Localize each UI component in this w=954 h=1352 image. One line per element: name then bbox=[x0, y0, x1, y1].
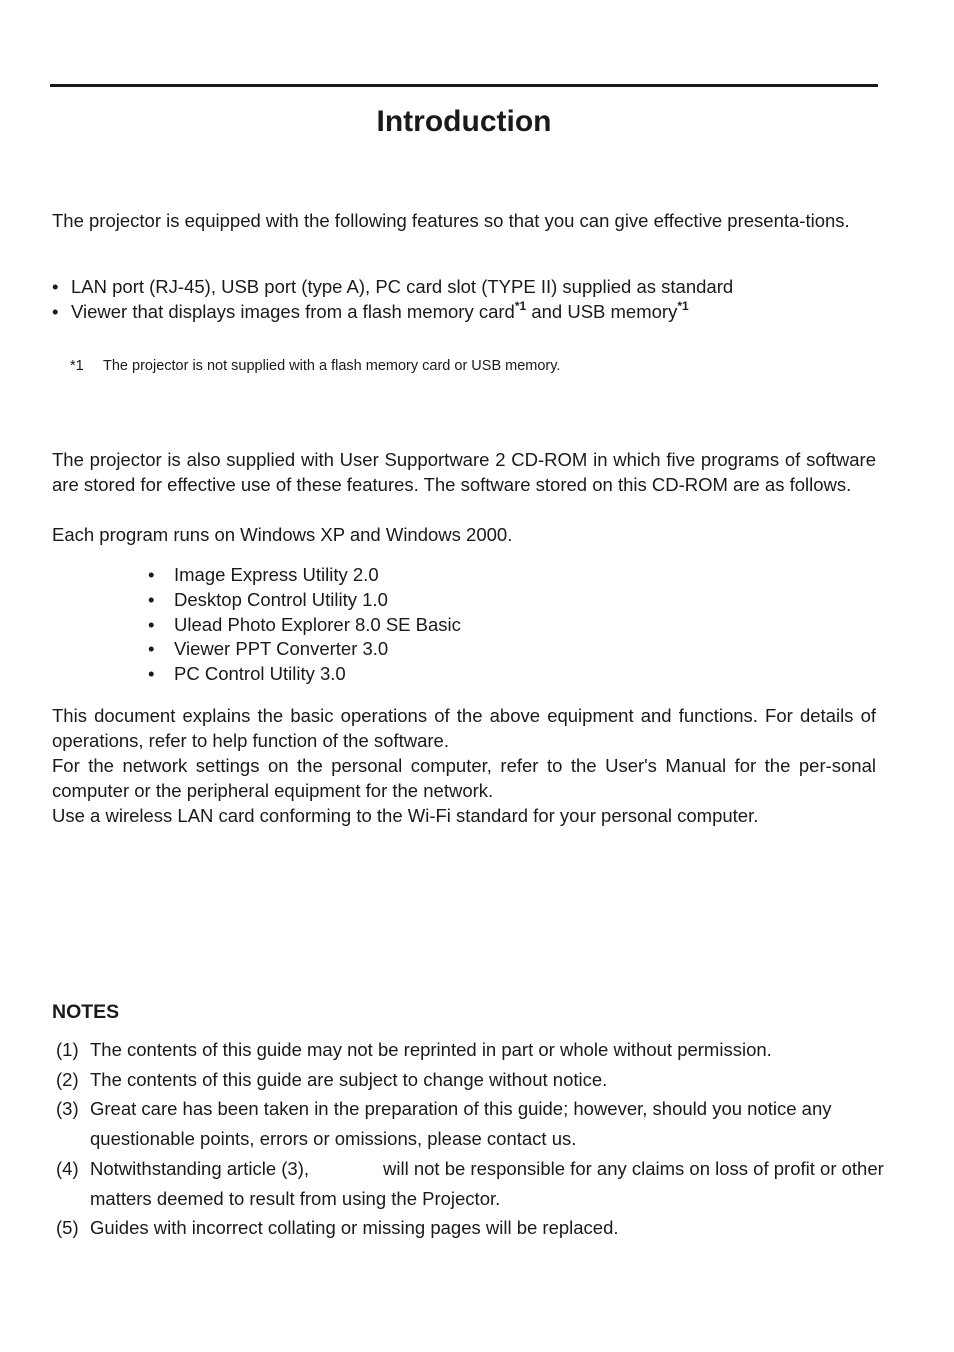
intro-paragraph: The projector is equipped with the following features so that you can give effective presenta-tions. bbox=[52, 210, 850, 231]
notes-heading: NOTES bbox=[52, 1001, 120, 1023]
list-item bbox=[52, 299, 882, 324]
list-item bbox=[148, 613, 461, 638]
list-item bbox=[52, 274, 882, 299]
note-number: (2) bbox=[56, 1068, 79, 1090]
wireless-paragraph: Use a wireless LAN card conforming to the Wi-Fi standard for your personal computer. bbox=[52, 805, 759, 826]
note-item bbox=[56, 1035, 906, 1065]
feature-text: and USB memory bbox=[526, 301, 678, 322]
note-item bbox=[56, 1094, 906, 1153]
note-number: (1) bbox=[56, 1039, 79, 1060]
header-rule bbox=[50, 84, 878, 87]
notes-list bbox=[56, 1035, 906, 1243]
note-item bbox=[56, 1065, 906, 1095]
network-paragraph: For the network settings on the personal computer, refer to the User's Manual for the per-sonal computer or the peripheral equipment for the network. bbox=[52, 755, 876, 801]
feature-text: LAN port (RJ-45), USB port (type A), PC card slot (TYPE II) supplied as standard bbox=[71, 276, 734, 297]
note-text: The contents of this guide may not be reprinted in part or whole without permission. bbox=[90, 1039, 772, 1060]
os-line: Each program runs on Windows XP and Windows 2000. bbox=[52, 524, 513, 545]
note-number: (4) bbox=[56, 1157, 79, 1179]
feature-list bbox=[52, 274, 882, 324]
supportware-paragraph: The projector is also supplied with User Supportware 2 CD-ROM in which five programs of software are stored for effective use of these features. The software stored on this CD-ROM are as follows. bbox=[52, 449, 876, 495]
program-name: PC Control Utility 3.0 bbox=[174, 663, 346, 685]
bullet: • bbox=[52, 301, 59, 322]
note-number: (3) bbox=[56, 1098, 79, 1120]
note-text: Great care has been taken in the preparation of this guide; however, should you notice any questionable points, errors or omissions, please contact us. bbox=[90, 1098, 832, 1150]
note-item bbox=[56, 1154, 906, 1213]
bullet: • bbox=[148, 638, 155, 660]
list-item bbox=[148, 588, 461, 613]
explain-paragraph: This document explains the basic operations of the above equipment and functions. For details of operations, refer to help function of the software. bbox=[52, 705, 876, 751]
list-item bbox=[148, 637, 461, 662]
list-item bbox=[148, 563, 461, 588]
program-name: Viewer PPT Converter 3.0 bbox=[174, 638, 389, 660]
feature-text: Viewer that displays images from a flash memory card bbox=[71, 301, 515, 322]
note-text: will not be responsible for any claims on loss of profit or other matters deemed to result from using the Projector. bbox=[90, 1157, 884, 1209]
footnote bbox=[70, 356, 560, 376]
note-text: Guides with incorrect collating or missing pages will be replaced. bbox=[90, 1217, 619, 1239]
page-title: Introduction bbox=[376, 105, 552, 138]
note-text: The contents of this guide are subject to change without notice. bbox=[90, 1068, 608, 1090]
bullet: • bbox=[52, 276, 59, 297]
footnote-ref: *1 bbox=[677, 299, 689, 313]
bullet: • bbox=[148, 564, 155, 585]
bullet: • bbox=[148, 663, 155, 685]
program-list bbox=[148, 563, 461, 687]
list-item bbox=[148, 662, 461, 687]
bullet: • bbox=[148, 588, 155, 610]
footnote-ref: *1 bbox=[514, 299, 527, 313]
bullet: • bbox=[148, 613, 155, 635]
note-item bbox=[56, 1213, 906, 1243]
footnote-mark: *1 bbox=[70, 358, 84, 374]
note-number: (5) bbox=[56, 1217, 79, 1239]
program-name: Desktop Control Utility 1.0 bbox=[174, 588, 388, 610]
note-text: Notwithstanding article (3), bbox=[90, 1157, 310, 1179]
program-name: Image Express Utility 2.0 bbox=[174, 564, 379, 585]
footnote-text: The projector is not supplied with a flash memory card or USB memory. bbox=[103, 358, 561, 374]
program-name: Ulead Photo Explorer 8.0 SE Basic bbox=[174, 613, 461, 635]
